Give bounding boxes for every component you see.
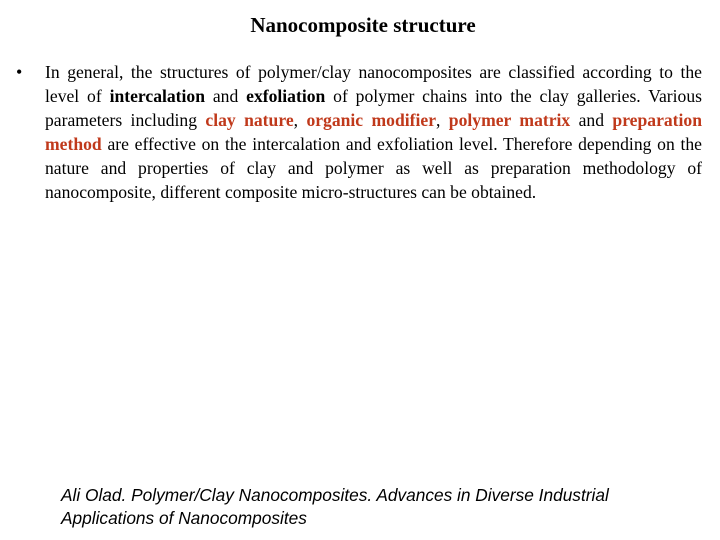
bullet-marker: • <box>16 62 23 82</box>
param-organic-modifier: organic modifier <box>306 110 436 130</box>
term-exfoliation: exfoliation <box>246 86 326 106</box>
citation-line: Applications of Nanocomposites <box>61 508 307 528</box>
citation <box>61 484 711 530</box>
citation-line: Ali Olad. Polymer/Clay Nanocomposites. Advances in Diverse Industrial <box>61 485 609 505</box>
term-intercalation: intercalation <box>109 86 206 106</box>
bullet-text-segment: and <box>570 110 613 130</box>
param-clay-nature: clay nature <box>205 110 294 130</box>
param-preparation-method: preparation method <box>45 110 703 154</box>
bullet-text <box>45 60 702 204</box>
bullet-text-segment: , <box>293 110 307 130</box>
bullet-text-segment: of polymer chains into the clay galleries. Various parameters including <box>45 86 702 130</box>
bullet-text-segment: , <box>436 110 449 130</box>
param-polymer-matrix: polymer matrix <box>448 110 571 130</box>
bullet-point <box>16 60 706 204</box>
bullet-text-segment: and <box>205 86 247 106</box>
bullet-text-segment: In general, the structures of polymer/clay nanocomposites are classified according to the level of <box>45 62 702 106</box>
slide-title: Nanocomposite structure <box>250 13 476 37</box>
bullet-text-segment: are effective on the intercalation and exfoliation level. Therefore depending on the nature and properties of clay and polymer as well as preparation methodology of nanocomposite, different composite micro-structures can be obtained. <box>45 134 702 202</box>
